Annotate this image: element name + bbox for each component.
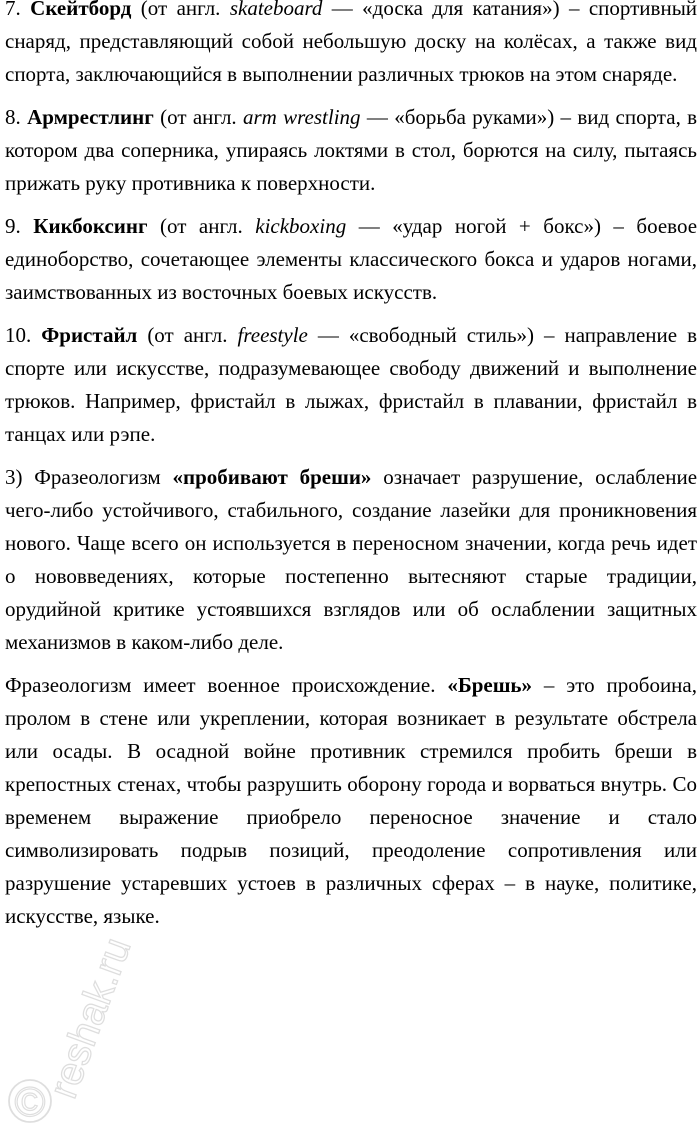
- origin-term: «Брешь»: [447, 673, 533, 697]
- entry-number: 10.: [5, 323, 32, 347]
- entry-gloss: — «свободный стиль») – направление в спорте или искусстве, подразумевающее свободу движений и выполнение трюков. Например, фристайл в лыжах, фристайл в плавании, фристайл в танцах или рэпе.: [5, 323, 697, 446]
- entry-8: [5, 101, 697, 200]
- entry-foreign-word: arm wrestling: [243, 105, 361, 129]
- phraseology-term: «пробивают бреши»: [172, 465, 372, 489]
- entry-gloss: — «борьба руками») – вид спорта, в котором два соперника, упираясь локтями в стол, борются на силу, пытаясь прижать руку противника к поверхности.: [5, 105, 698, 195]
- entry-foreign-word: freestyle: [237, 323, 308, 347]
- entry-gloss: — «удар ногой + бокс») – боевое единоборство, сочетающее элементы классического бокса и ударов ногами, заимствованных из восточных боевых искусств.: [5, 214, 698, 304]
- copyright-ring: [9, 1080, 51, 1122]
- origin-paragraph: [5, 669, 697, 933]
- entry-number: 8.: [5, 105, 21, 129]
- entry-number: 9.: [5, 214, 21, 238]
- phraseology-paragraph: [5, 461, 697, 659]
- origin-text: – это пробоина, пролом в стене или укреплении, которая возникает в результате обстрела или осады. В осадной войне противник стремился пробить бреши в крепостных стенах, чтобы разрушить оборону города и ворваться внутрь. Со временем выражение приобрело переносное значение и стало символизировать подрыв позиций, преодоление сопротивления или разрушение устаревших устоев в различных сферах – в науке, политике, искусстве, языке.: [5, 673, 697, 928]
- entry-10: [5, 319, 697, 451]
- entry-7: [5, 0, 697, 91]
- entry-lead: (от англ.: [140, 0, 221, 20]
- entry-term: Фристайл: [41, 323, 138, 347]
- entry-9: [5, 210, 697, 309]
- entry-term: Скейтборд: [30, 0, 132, 20]
- entry-lead: (от англ.: [160, 105, 237, 129]
- entry-number: 7.: [5, 0, 21, 20]
- entry-term: Армрестлинг: [27, 105, 154, 129]
- entry-lead: (от англ.: [147, 323, 228, 347]
- phraseology-text: означает разрушение, ослабление чего-либо устойчивого, стабильного, создание лазейки для проникновения нового. Чаще всего он используется в переносном значении, когда речь идет о нововведениях, которые постепенно вытесняют старые традиции, орудийной критике устоявшихся взглядов или об ослаблении защитных механизмов в каком-либо деле.: [5, 465, 698, 654]
- entry-term: Кикбоксинг: [33, 214, 148, 238]
- entry-foreign-word: skateboard: [229, 0, 323, 20]
- document-page: [5, 0, 697, 943]
- watermark-copyright-symbol: ©: [14, 1078, 46, 1125]
- entry-lead: (от англ.: [160, 214, 243, 238]
- watermark-text: reshak.ru: [41, 932, 140, 1104]
- entry-foreign-word: kickboxing: [255, 214, 347, 238]
- origin-lead: Фразеологизм имеет военное происхождение.: [5, 673, 436, 697]
- phraseology-lead: 3) Фразеологизм: [5, 465, 161, 489]
- entry-gloss: — «доска для катания») – спортивный снаряд, представляющий собой небольшую доску на колёсах, а также вид спорта, заключающийся в выполнении различных трюков на этом снаряде.: [5, 0, 698, 86]
